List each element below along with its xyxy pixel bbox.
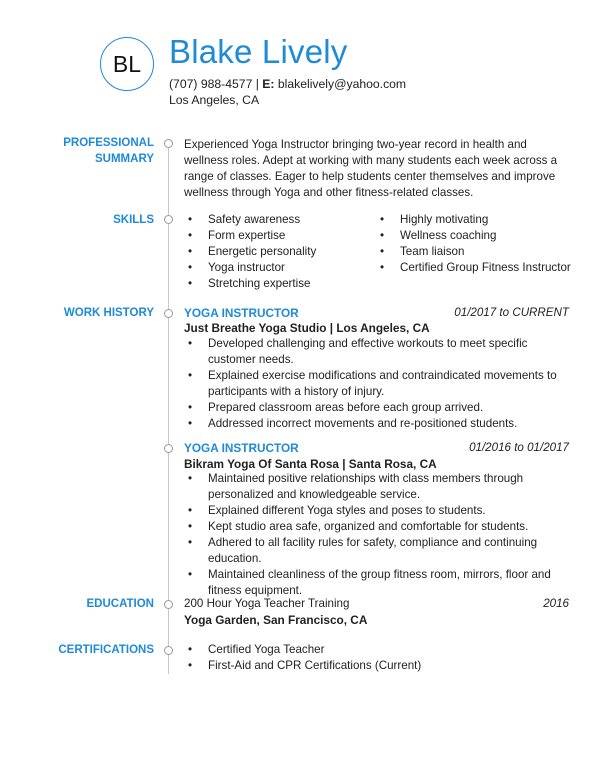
skills-list-left [184,212,316,292]
skill-item: • Yoga instructor [184,260,316,276]
timeline-dot-education [164,600,173,609]
skill-item: • Highly motivating [376,212,571,228]
skill-item: • Stretching expertise [184,276,316,292]
skill-item: • Safety awareness [184,212,316,228]
skill-item: • Certified Group Fitness Instructor [376,260,571,276]
certification-item: • First-Aid and CPR Certifications (Current) [184,658,564,674]
location: Los Angeles, CA [169,93,260,107]
timeline-dot-skills [164,215,173,224]
job-duty: • Developed challenging and effective workouts to meet specific customer needs. [184,336,564,368]
summary-text: Experienced Yoga Instructor bringing two-year record in health and wellness roles. Adept at working with many students each week across a range of classes. Eager to help students center themselves and improve wellness through Yoga and other fitness-related classes. [184,138,558,199]
skill-item: • Wellness coaching [376,228,571,244]
job-duty: • Maintained cleanliness of the group fitness room, mirrors, floor and fitness equipment. [184,567,572,599]
initials-monogram [100,37,154,91]
section-label-education: EDUCATION [86,598,154,610]
skill-item: • Form expertise [184,228,316,244]
job-duty: • Explained different Yoga styles and poses to students. [184,503,572,519]
job-title: YOGA INSTRUCTOR [184,441,299,455]
job-duty: • Prepared classroom areas before each group arrived. [184,400,564,416]
education-school: Yoga Garden, San Francisco, CA [184,613,368,627]
candidate-name: Blake Lively [169,33,348,70]
job-duty: • Addressed incorrect movements and re-positioned students. [184,416,564,432]
job-duty: • Maintained positive relationships with class members through personalized and knowledgeable service. [184,471,572,503]
job-duty: • Adhered to all facility rules for safety, compliance and continuing education. [184,535,572,567]
job-duties-list [184,471,572,599]
job-duties-list [184,336,564,432]
job-title: YOGA INSTRUCTOR [184,306,299,320]
job-duty: • Kept studio area safe, organized and comfortable for students. [184,519,572,535]
contact-separator: | [255,77,263,91]
education-year: 2016 [543,597,569,610]
certifications-list [184,642,564,674]
email-label: E: [262,77,275,91]
education-program: 200 Hour Yoga Teacher Training [184,597,350,610]
timeline-dot-certifications [164,646,173,655]
skills-list-right [376,212,571,276]
section-label-skills: SKILLS [113,214,154,226]
section-label-work-history: WORK HISTORY [63,307,154,319]
contact-info [169,76,406,108]
skill-item: • Team liaison [376,244,571,260]
timeline-dot-job-1 [164,309,173,318]
timeline-dot-job-2 [164,444,173,453]
initials-text: BL [112,50,142,77]
job-employer: Just Breathe Yoga Studio | Los Angeles, CA [184,321,430,335]
job-employer: Bikram Yoga Of Santa Rosa | Santa Rosa, CA [184,457,437,471]
section-label-summary [63,135,154,167]
skill-item: • Energetic personality [184,244,316,260]
phone-number: (707) 988-4577 [169,77,253,91]
section-label-summary-line1: PROFESSIONAL [63,137,154,149]
job-dates: 01/2016 to 01/2017 [469,441,569,454]
timeline-dot-summary [164,139,173,148]
job-dates: 01/2017 to CURRENT [454,306,569,319]
section-label-summary-line2: SUMMARY [95,153,154,165]
certification-item: • Certified Yoga Teacher [184,642,564,658]
section-label-certifications: CERTIFICATIONS [58,644,154,656]
contact-line-1 [169,76,406,92]
email-address: blakelively@yahoo.com [277,77,407,91]
job-duty: • Explained exercise modifications and contraindicated movements to participants with a history of injury. [184,368,564,400]
